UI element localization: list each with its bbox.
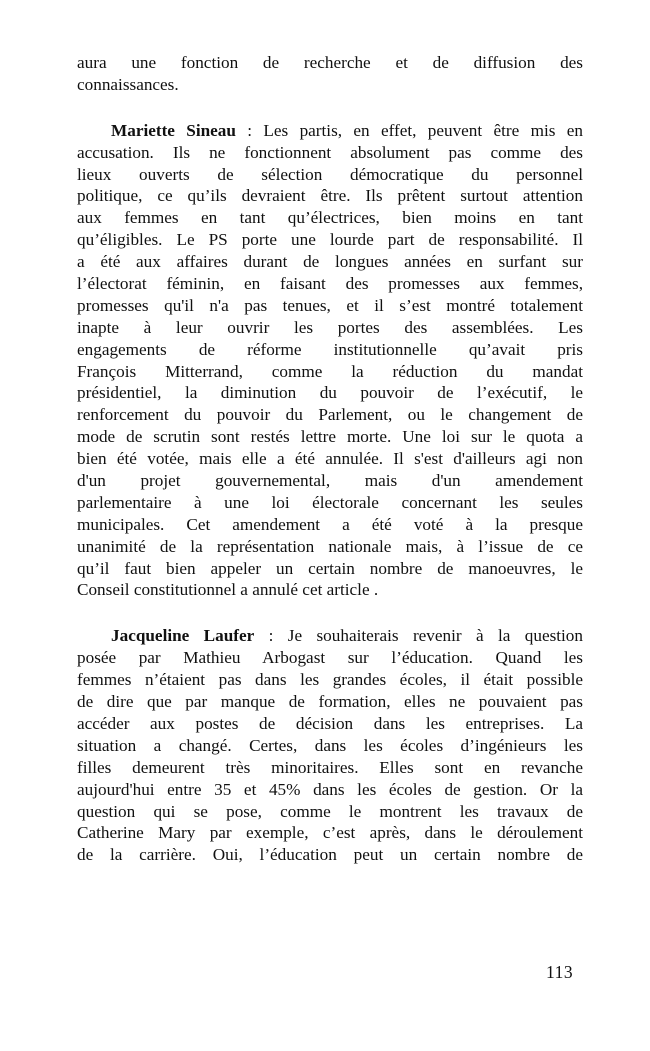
text-line: engagements de réforme institutionnelle qu’avait pris <box>77 339 583 359</box>
text-line: qu’il faut bien appeler un certain nombre de manoeuvres, le <box>77 558 583 578</box>
text-line: posée par Mathieu Arbogast sur l’éducation. Quand les <box>77 648 583 668</box>
text-line: aujourd'hui entre 35 et 45% dans les écoles de gestion. Or la <box>77 779 583 799</box>
text-line: aux femmes en tant qu’électrices, bien moins en tant <box>77 208 583 228</box>
page-body <box>77 52 583 866</box>
text-line: accusation. Ils ne fonctionnent absolument pas comme des <box>77 142 583 162</box>
text-line: Catherine Mary par exemple, c’est après, dans le déroulement <box>77 823 583 843</box>
speaker-line-text: : Les partis, en effet, peuvent être mis en <box>235 120 583 140</box>
text-line: aura une fonction de recherche et de diffusion des <box>77 53 583 72</box>
text-line: mode de scrutin sont restés lettre morte. Une loi sur le quota a <box>77 427 583 447</box>
text-line: connaissances. <box>77 74 179 94</box>
text-line: d'un projet gouvernemental, mais d'un amendement <box>77 471 583 491</box>
text-line: François Mitterrand, comme la réduction du mandat <box>77 361 583 381</box>
text-line: a été aux affaires durant de longues années en surfant sur <box>77 252 583 272</box>
text-line: promesses qu'il n'a pas tenues, et il s’est montré totalement <box>77 295 583 315</box>
text-line: de la carrière. Oui, l’éducation peut un certain nombre de <box>77 845 583 865</box>
text-line: politique, ce qu’ils devraient être. Ils prêtent surtout attention <box>77 186 583 206</box>
text-line: accéder aux postes de décision dans les entreprises. La <box>77 713 583 733</box>
text-line: bien été votée, mais elle a été annulée. Il s'est d'ailleurs agi non <box>77 449 583 469</box>
text-line: filles demeurent très minoritaires. Elles sont en revanche <box>77 757 583 777</box>
text-line: situation a changé. Certes, dans les écoles d’ingénieurs les <box>77 735 583 755</box>
text-line: qu’éligibles. Le PS porte une lourde part de responsabilité. Il <box>77 230 583 250</box>
speaker-line <box>77 625 583 647</box>
text-line: question qui se pose, comme le montrent les travaux de <box>77 801 583 821</box>
text-line: renforcement du pouvoir du Parlement, ou le changement de <box>77 405 583 425</box>
speaker-line-text: : Je souhaiterais revenir à la question <box>254 626 583 646</box>
text-line: inapte à leur ouvrir les portes des assemblées. Les <box>77 317 583 337</box>
text-line: unanimité de la représentation nationale mais, à l’issue de ce <box>77 536 583 556</box>
text-line: présidentiel, la diminution du pouvoir de l’exécutif, le <box>77 383 583 403</box>
paragraph-mariette-sineau <box>77 120 583 602</box>
text-line: l’électorat féminin, en faisant des promesses aux femmes, <box>77 274 583 294</box>
speaker-name: Jacqueline Laufer <box>111 626 255 646</box>
text-line: municipales. Cet amendement a été voté à la presque <box>77 514 583 534</box>
paragraph-jacqueline-laufer <box>77 625 583 866</box>
text-line: parlementaire à une loi électorale concernant les seules <box>77 492 583 512</box>
text-line: lieux ouverts de sélection démocratique du personnel <box>77 164 583 184</box>
speaker-name: Mariette Sineau <box>111 120 236 140</box>
text-line: Conseil constitutionnel a annulé cet article . <box>77 580 379 600</box>
page-number: 113 <box>546 962 574 982</box>
paragraph-continuation <box>77 52 583 96</box>
speaker-line <box>77 120 583 142</box>
text-line: femmes n’étaient pas dans les grandes écoles, il était possible <box>77 670 583 690</box>
text-line: de dire que par manque de formation, elles ne pouvaient pas <box>77 692 583 712</box>
